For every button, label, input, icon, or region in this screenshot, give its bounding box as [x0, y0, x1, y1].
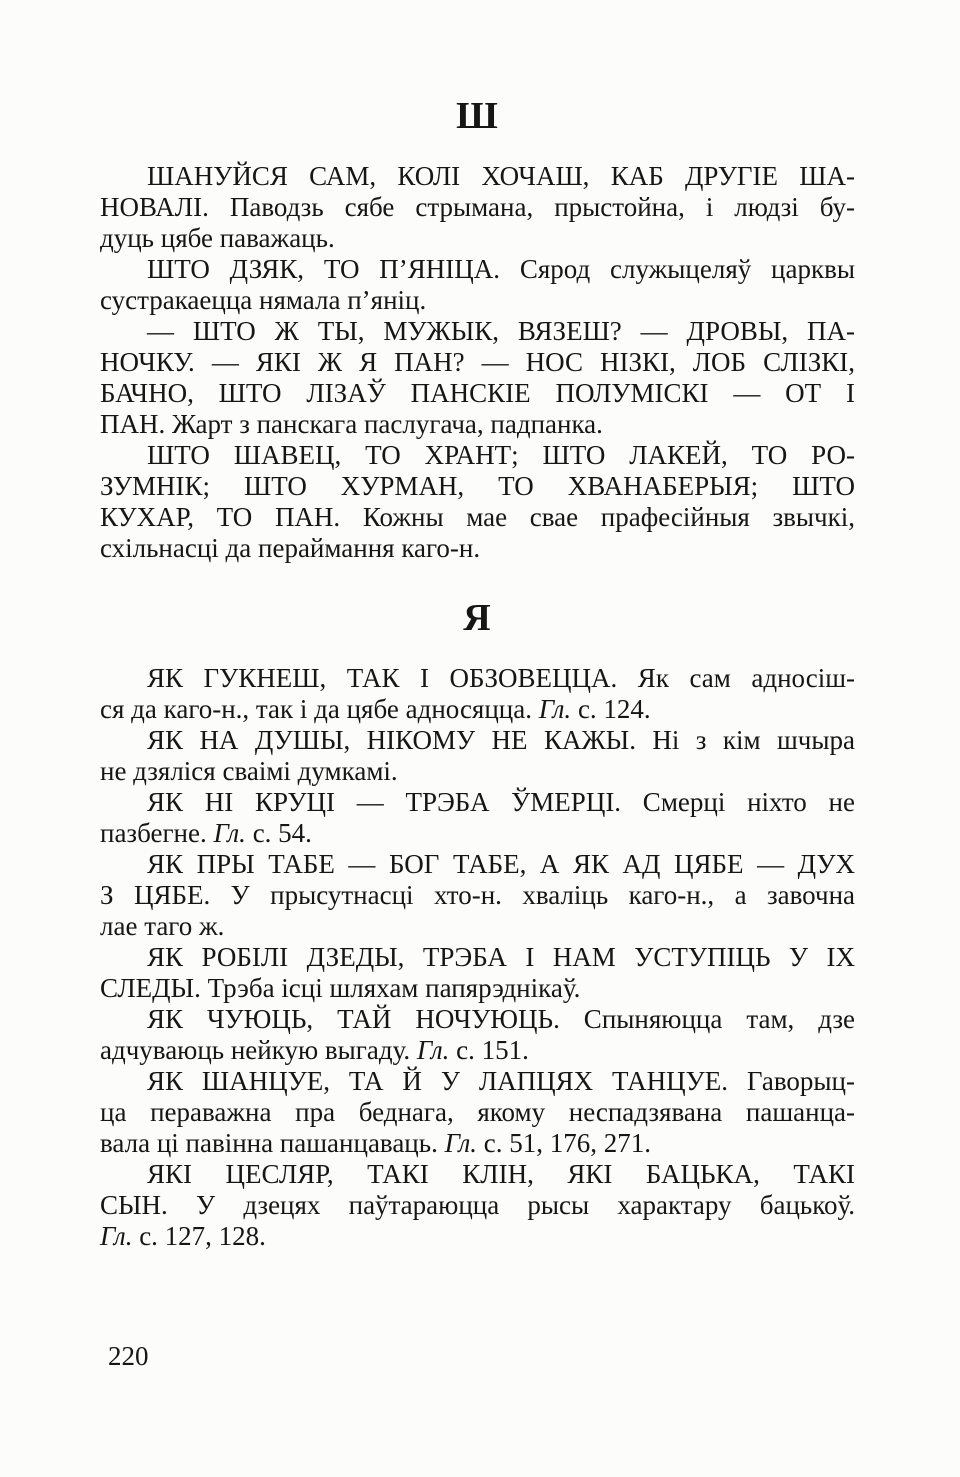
- entry-paragraph: [100, 787, 855, 849]
- entry-paragraph: [100, 849, 855, 942]
- text-line: [100, 1221, 855, 1252]
- text-line: [100, 1159, 855, 1190]
- text-segment: ЯК ЧУЮЦЬ, ТАЙ НОЧУЮЦЬ. Спыняюцца там, дзе: [147, 1004, 855, 1034]
- text-segment: — ШТО Ж ТЫ, МУЖЫК, ВЯЗЕШ? — ДРОВЫ, ПА-: [147, 316, 855, 346]
- entry-paragraph: [100, 663, 855, 725]
- text-line: [100, 663, 855, 694]
- entry-paragraph: [100, 440, 855, 564]
- text-line: [100, 1128, 855, 1159]
- text-line: [100, 192, 855, 223]
- entry-paragraph: [100, 316, 855, 440]
- text-line: [100, 378, 855, 409]
- text-line: [100, 725, 855, 756]
- text-segment: ЯК НІ КРУЦІ — ТРЭБА ЎМЕРЦІ. Смерці ніхто не: [147, 787, 855, 817]
- text-line: [100, 880, 855, 911]
- text-segment: с. 51, 176, 271.: [477, 1128, 652, 1158]
- text-line: [100, 223, 855, 254]
- text-segment: ЯК ГУКНЕШ, ТАК І ОБЗОВЕЦЦА. Як сам адносіш-: [147, 663, 855, 693]
- text-segment: НОЧКУ. — ЯКІ Ж Я ПАН? — НОС НІЗКІ, ЛОБ СЛІЗКІ,: [100, 347, 855, 377]
- text-segment: СЫН. У дзецях паўтараюцца рысы характару бацькоў.: [100, 1190, 855, 1220]
- text-segment: ШТО ДЗЯК, ТО П’ЯНІЦА. Сярод служыцеляў царквы: [147, 254, 855, 284]
- text-segment: СЛЕДЫ. Трэба ісці шляхам папярэднікаў.: [100, 973, 581, 1003]
- sections: [100, 0, 855, 1252]
- text-line: [100, 1190, 855, 1221]
- section-heading: Ш: [456, 95, 499, 137]
- text-line: [100, 756, 855, 787]
- text-segment: ся да каго-н., так і да цябе адносяцца.: [100, 694, 539, 724]
- section-heading: Я: [463, 597, 492, 639]
- text-segment: ПАН. Жарт з панскага паслугача, падпанка.: [100, 409, 603, 439]
- text-line: [100, 787, 855, 818]
- text-line: [100, 1004, 855, 1035]
- text-segment: БАЧНО, ШТО ЛІЗАЎ ПАНСКІЕ ПОЛУМІСКІ — ОТ І: [100, 378, 855, 408]
- text-segment: сустракаецца нямала п’яніц.: [100, 285, 427, 315]
- see-reference: Гл.: [444, 1128, 478, 1158]
- text-line: [100, 347, 855, 378]
- text-segment: с. 127, 128.: [132, 1221, 266, 1251]
- page-number: 220: [108, 1341, 149, 1371]
- text-segment: ца пераважна пра беднага, якому неспадзявана пашанца-: [100, 1097, 855, 1127]
- text-line: [100, 942, 855, 973]
- entry-paragraph: [100, 1066, 855, 1159]
- text-segment: КУХАР, ТО ПАН. Кожны мае свае прафесійныя звычкі,: [100, 502, 855, 532]
- text-line: [100, 1097, 855, 1128]
- text-segment: ЯК ШАНЦУЕ, ТА Й У ЛАПЦЯХ ТАНЦУЕ. Гаворыц-: [147, 1066, 855, 1096]
- section: [100, 599, 855, 1252]
- text-line: [100, 911, 855, 942]
- text-line: [100, 694, 855, 725]
- see-reference: Гл.: [100, 1221, 133, 1251]
- text-line: [100, 1035, 855, 1066]
- see-reference: Гл.: [416, 1035, 450, 1065]
- see-reference: Гл.: [538, 694, 572, 724]
- text-segment: ЯК ПРЫ ТАБЕ — БОГ ТАБЕ, А ЯК АД ЦЯБЕ — ДУХ: [147, 849, 855, 879]
- entry-paragraph: [100, 725, 855, 787]
- entry-paragraph: [100, 1159, 855, 1252]
- text-segment: ШТО ШАВЕЦ, ТО ХРАНТ; ШТО ЛАКЕЙ, ТО РО-: [147, 440, 855, 470]
- text-line: [100, 1066, 855, 1097]
- text-line: [100, 254, 855, 285]
- text-line: [100, 316, 855, 347]
- text-line: [100, 285, 855, 316]
- text-segment: дуць цябе паважаць.: [100, 223, 335, 253]
- text-segment: З ЦЯБЕ. У прысутнасці хто-н. хваліць каго-н., а завочна: [100, 880, 855, 910]
- text-line: [100, 849, 855, 880]
- entry-paragraph: [100, 1004, 855, 1066]
- text-segment: ЯК НА ДУШЫ, НІКОМУ НЕ КАЖЫ. Ні з кім шчыра: [147, 725, 855, 755]
- text-segment: вала ці павінна пашанцаваць.: [100, 1128, 445, 1158]
- text-line: [100, 533, 855, 564]
- text-segment: пазбегне.: [100, 818, 214, 848]
- text-segment: ЯК РОБІЛІ ДЗЕДЫ, ТРЭБА І НАМ УСТУПІЦЬ У ІХ: [147, 942, 855, 972]
- text-line: [100, 973, 855, 1004]
- text-segment: ЗУМНІК; ШТО ХУРМАН, ТО ХВАНАБЕРЫЯ; ШТО: [100, 471, 855, 501]
- text-segment: не дзяліся сваімі думкамі.: [100, 756, 398, 786]
- text-segment: с. 124.: [571, 694, 651, 724]
- text-segment: ЯКІ ЦЕСЛЯР, ТАКІ КЛІН, ЯКІ БАЦЬКА, ТАКІ: [147, 1159, 855, 1189]
- text-line: [100, 818, 855, 849]
- text-line: [100, 502, 855, 533]
- entry-paragraph: [100, 254, 855, 316]
- entry-paragraph: [100, 942, 855, 1004]
- see-reference: Гл.: [213, 818, 246, 848]
- section: [100, 97, 855, 564]
- text-line: [100, 161, 855, 192]
- text-segment: с. 151.: [449, 1035, 529, 1065]
- text-segment: ШАНУЙСЯ САМ, КОЛІ ХОЧАШ, КАБ ДРУГІЕ ША-: [147, 161, 855, 191]
- entry-paragraph: [100, 161, 855, 254]
- text-segment: НОВАЛІ. Паводзь сябе стрымана, прыстойна, і людзі бу-: [100, 192, 855, 222]
- text-line: [100, 471, 855, 502]
- text-segment: адчуваюць нейкую выгаду.: [100, 1035, 417, 1065]
- text-segment: схільнасці да пераймання каго-н.: [100, 533, 481, 563]
- text-line: [100, 440, 855, 471]
- text-segment: с. 54.: [245, 818, 312, 848]
- text-line: [100, 409, 855, 440]
- text-segment: лае таго ж.: [100, 911, 225, 941]
